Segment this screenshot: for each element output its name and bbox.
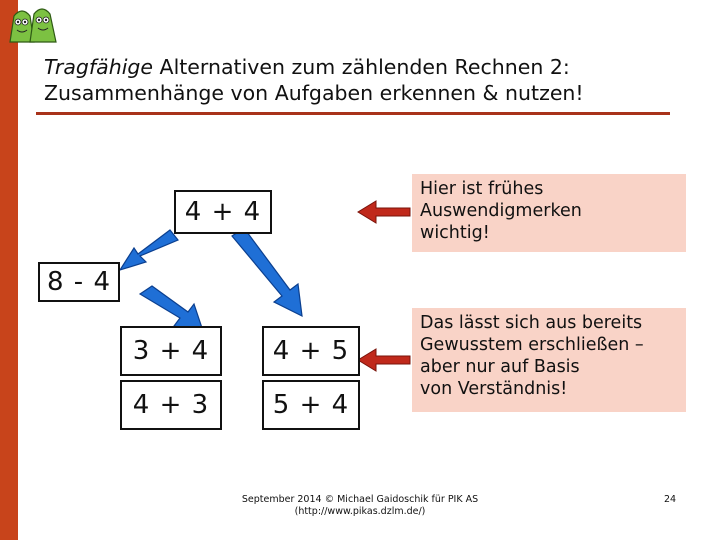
task-box-main: 4 + 4 [174, 190, 272, 234]
footer-line-1: September 2014 © Michael Gaidoschik für PIK AS [241, 494, 479, 505]
blue-arrow-icon [232, 228, 302, 316]
blue-arrow-icon [120, 230, 178, 270]
note-top-line: wichtig! [420, 223, 490, 243]
title-line-2: Zusammenhänge von Aufgaben erkennen & nutzen! [44, 81, 584, 105]
footer-line-2: (http://www.pikas.dzlm.de/) [294, 506, 426, 517]
task-box-b1: 4 + 3 [120, 380, 222, 430]
note-bottom-line: Gewusstem erschließen – [420, 335, 644, 355]
task-box-b2: 5 + 4 [262, 380, 360, 430]
note-bottom-line: Das lässt sich aus bereits [420, 313, 643, 333]
note-bottom-line: aber nur auf Basis [420, 357, 580, 377]
task-box-a2: 4 + 5 [262, 326, 360, 376]
title-italic: Tragfähige [44, 55, 154, 79]
task-box-minus: 8 - 4 [38, 262, 120, 302]
footer [220, 494, 500, 518]
page-number: 24 [664, 494, 677, 505]
title-rest: Alternativen zum zählenden Rechnen 2: [153, 55, 570, 79]
note-top [412, 174, 686, 252]
note-bottom [412, 308, 686, 412]
red-arrow-icon [358, 201, 410, 223]
task-box-a1: 3 + 4 [120, 326, 222, 376]
note-top-line: Auswendigmerken [420, 201, 582, 221]
note-bottom-line: von Verständnis! [420, 379, 568, 399]
note-top-line: Hier ist frühes [420, 179, 544, 199]
red-arrow-icon [358, 349, 410, 371]
